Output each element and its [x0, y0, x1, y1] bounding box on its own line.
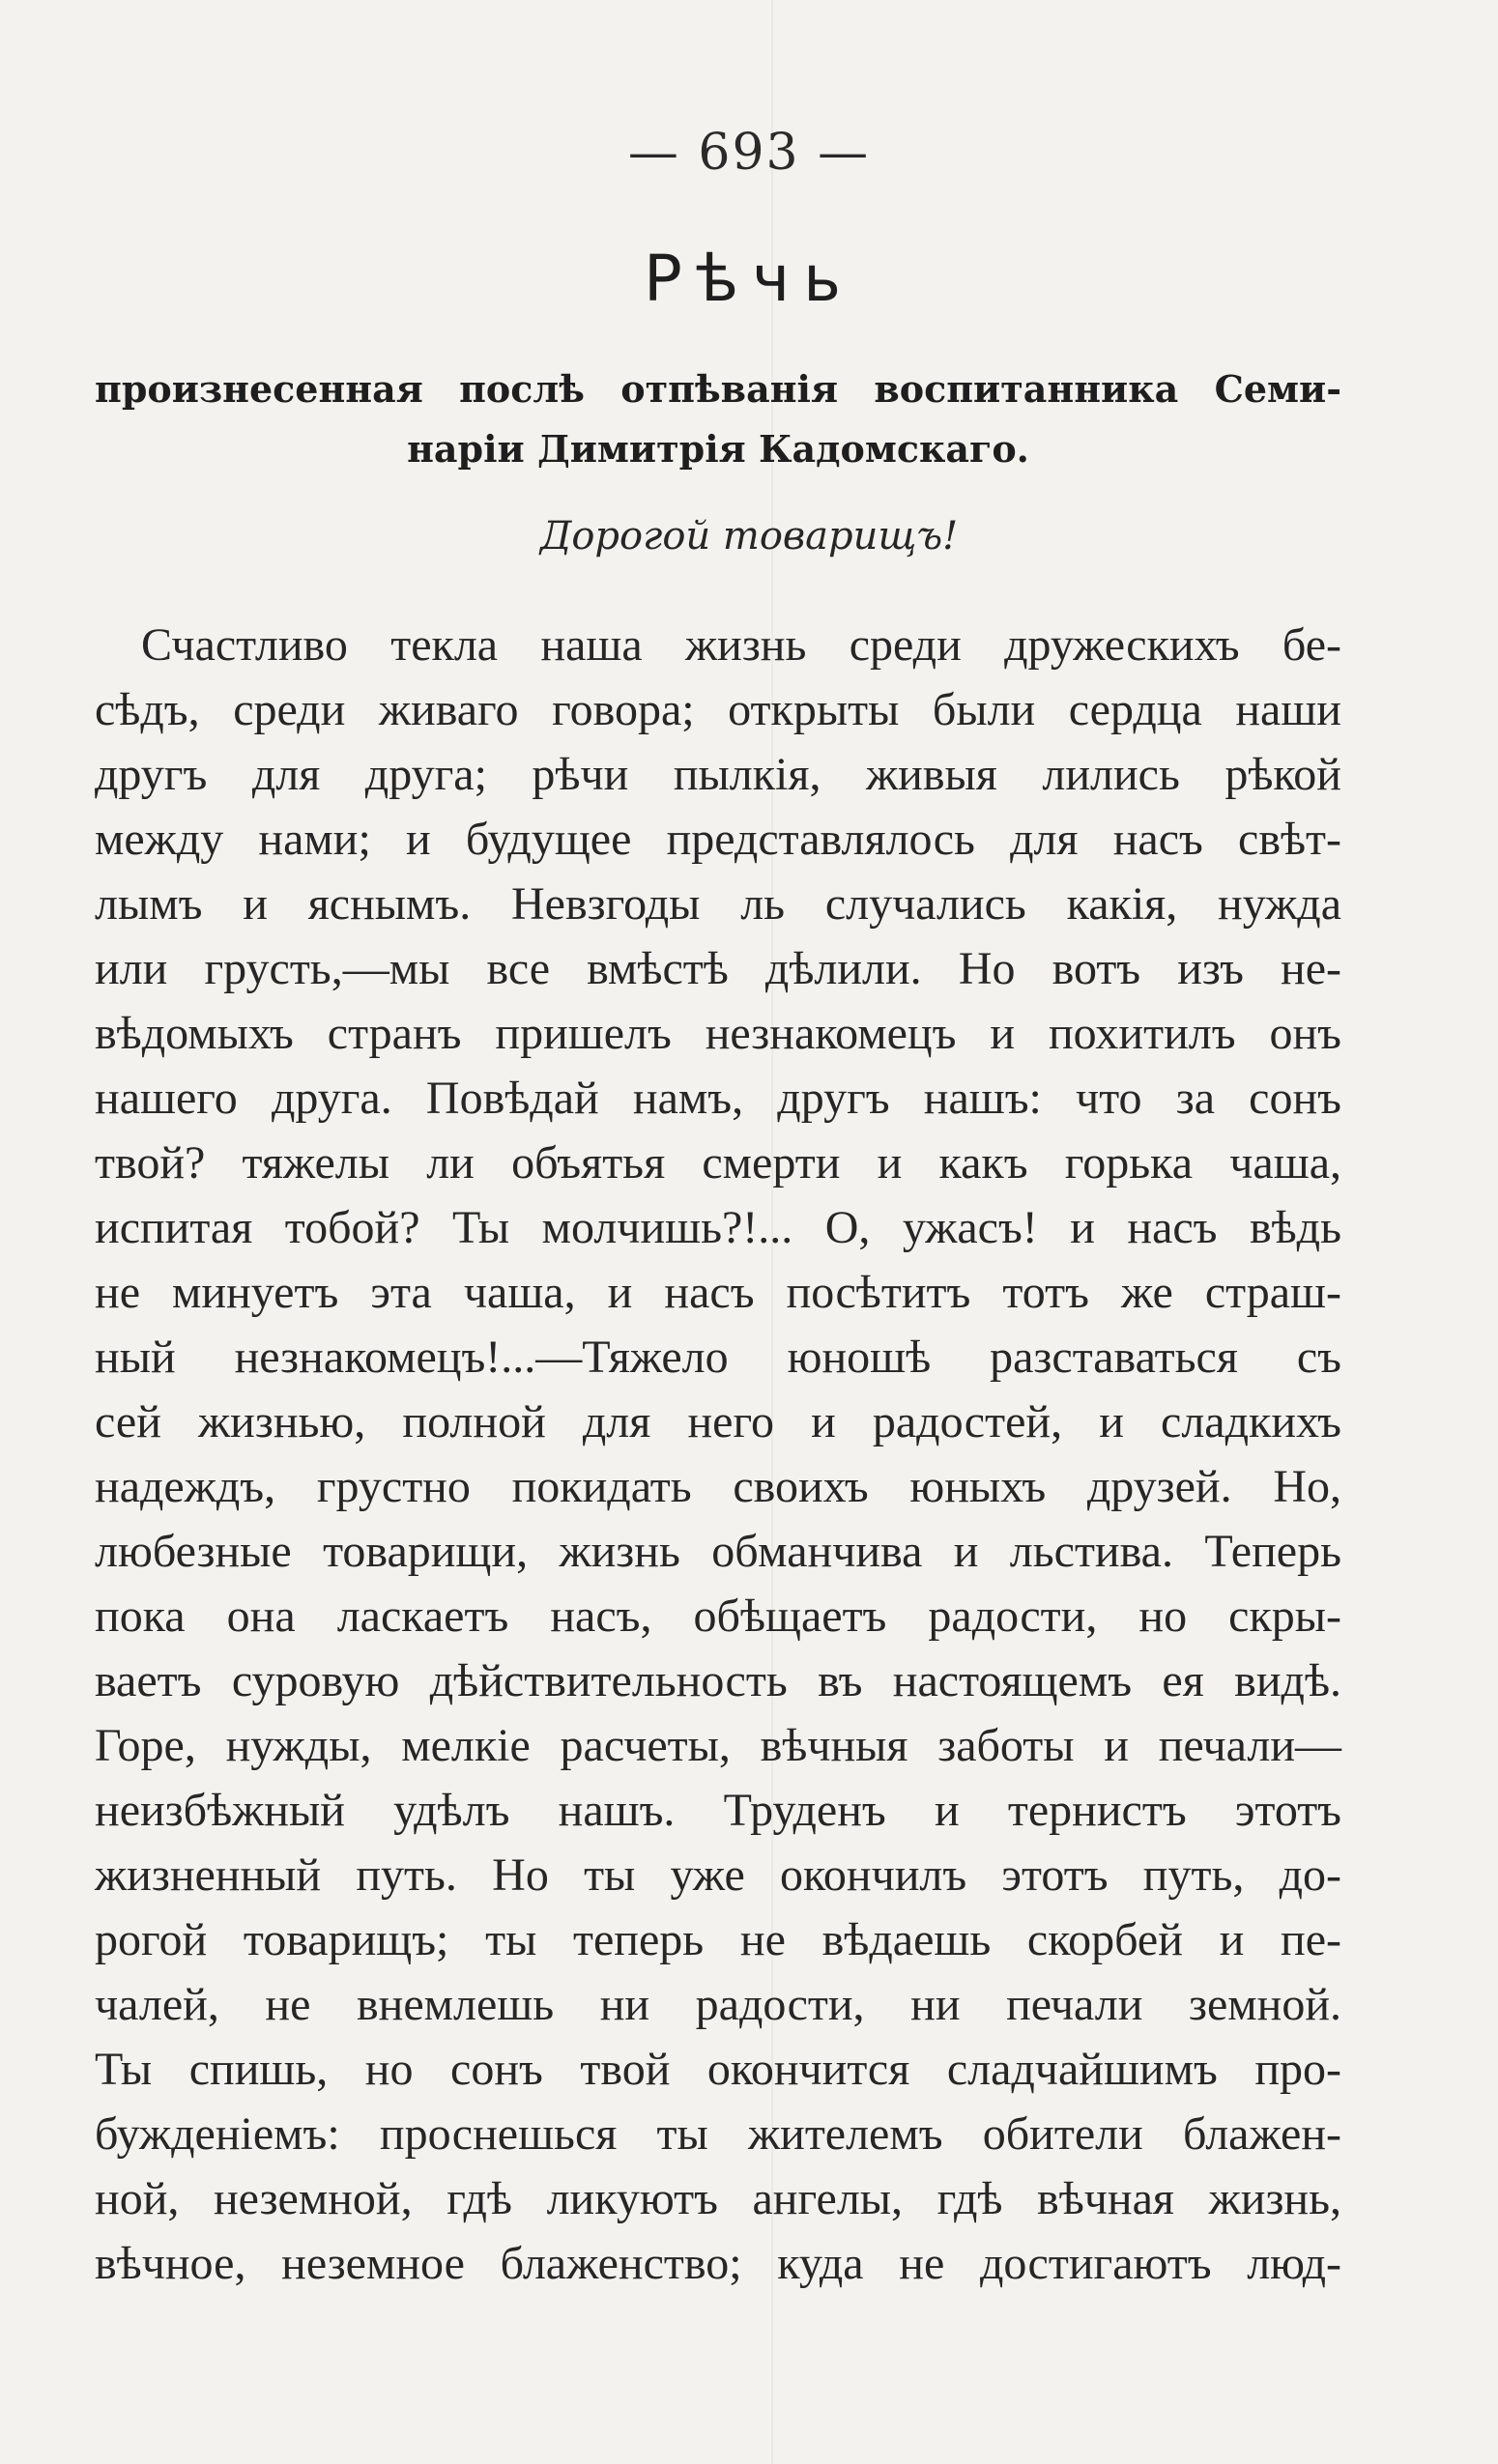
page-number: — 693 —	[627, 124, 871, 182]
body-line: испитая тобой? Ты молчишь?!... О, ужасъ! и насъ вѣдь	[95, 1202, 1341, 1253]
subtitle	[95, 359, 1341, 479]
body-line: жизненный путь. Но ты уже окончилъ этотъ путь, до-	[95, 1849, 1341, 1901]
body-line: вѣдомыхъ странъ пришелъ незнакомецъ и похитилъ онъ	[95, 1008, 1341, 1059]
body-line: бужденіемъ: проснешься ты жителемъ обители блажен-	[95, 2108, 1341, 2160]
body-line: чалей, не внемлешь ни радости, ни печали земной.	[95, 1979, 1341, 2030]
subtitle-line-1: произнесенная послѣ отпѣванія воспитанника Семи-	[95, 367, 1341, 411]
body-line: лымъ и яснымъ. Невзгоды ль случались какія, нужда	[95, 878, 1341, 930]
salutation: Дорогой товарищъ!	[539, 514, 959, 559]
body-line: нашего друга. Повѣдай намъ, другъ нашъ: что за сонъ	[95, 1073, 1341, 1124]
body-line: неизбѣжный удѣлъ нашъ. Труденъ и тернистъ этотъ	[95, 1785, 1341, 1836]
body-line: ваетъ суровую дѣйствительность въ настоящемъ ея видѣ.	[95, 1655, 1341, 1706]
body-line: Счастливо текла наша жизнь среди дружескихъ бе-	[141, 619, 1341, 671]
body-line: пока она ласкаетъ насъ, обѣщаетъ радости, но скры-	[95, 1590, 1341, 1642]
body-line: ный незнакомецъ!...—Тяжело юношѣ разставаться съ	[95, 1332, 1341, 1383]
body-line: любезные товарищи, жизнь обманчива и льстива. Теперь	[95, 1526, 1341, 1577]
body-line: Горе, нужды, мелкіе расчеты, вѣчныя заботы и печали—	[95, 1720, 1341, 1771]
body-text	[95, 613, 1341, 2296]
page-title: Рѣчь	[643, 242, 855, 316]
body-line: сей жизнью, полной для него и радостей, и сладкихъ	[95, 1396, 1341, 1447]
body-line: сѣдъ, среди живаго говора; открыты были сердца наши	[95, 684, 1341, 735]
body-line: не минуетъ эта чаша, и насъ посѣтитъ тотъ же страш-	[95, 1267, 1341, 1318]
body-line: вѣчное, неземное блаженство; куда не достигаютъ люд-	[95, 2238, 1341, 2289]
body-line: или грусть,—мы все вмѣстѣ дѣлили. Но вотъ изъ не-	[95, 943, 1341, 994]
body-line: твой? тяжелы ли объятья смерти и какъ горька чаша,	[95, 1137, 1341, 1189]
body-line: надеждъ, грустно покидать своихъ юныхъ друзей. Но,	[95, 1461, 1341, 1512]
body-line: ной, неземной, гдѣ ликуютъ ангелы, гдѣ вѣчная жизнь,	[95, 2173, 1341, 2224]
subtitle-line-2: наріи Димитрія Кадомскаго.	[407, 427, 1029, 471]
body-line: другъ для друга; рѣчи пылкія, живыя лились рѣкой	[95, 749, 1341, 800]
body-line: Ты спишь, но сонъ твой окончится сладчайшимъ про-	[95, 2044, 1341, 2095]
body-line: между нами; и будущее представлялось для насъ свѣт-	[95, 814, 1341, 865]
body-line: рогой товарищъ; ты теперь не вѣдаешь скорбей и пе-	[95, 1914, 1341, 1965]
